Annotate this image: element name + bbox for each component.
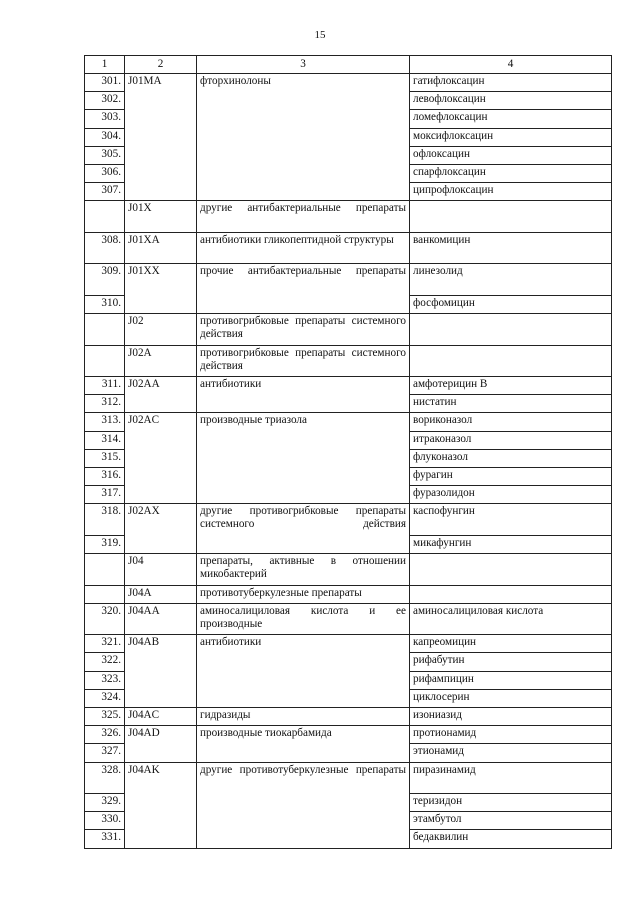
drug-name: этионамид [410, 744, 612, 762]
header-cell: 3 [197, 56, 410, 74]
drug-name: вориконазол [410, 413, 612, 431]
drug-name [410, 554, 612, 586]
row-number: 315. [85, 449, 125, 467]
table-row [85, 726, 612, 744]
row-number: 310. [85, 295, 125, 313]
row-number: 331. [85, 830, 125, 848]
atc-group: аминосалициловая кислота и ее производные [197, 603, 410, 635]
atc-code: J04AA [125, 603, 197, 635]
row-number: 304. [85, 128, 125, 146]
row-number: 306. [85, 164, 125, 182]
atc-code: J01XA [125, 232, 197, 264]
atc-code: J01MA [125, 74, 197, 201]
drug-name: флуконазол [410, 449, 612, 467]
row-number: 316. [85, 467, 125, 485]
drug-name: фуразолидон [410, 486, 612, 504]
drug-name: изониазид [410, 707, 612, 725]
row-number: 309. [85, 264, 125, 296]
row-number [85, 554, 125, 586]
row-number [85, 345, 125, 377]
drug-name: рифабутин [410, 653, 612, 671]
row-number: 318. [85, 504, 125, 536]
drug-name: каспофунгин [410, 504, 612, 536]
atc-code: J01XX [125, 264, 197, 314]
table-row [85, 504, 612, 536]
drug-name [410, 345, 612, 377]
drug-name: итраконазол [410, 431, 612, 449]
row-number: 312. [85, 395, 125, 413]
atc-code: J02 [125, 314, 197, 346]
row-number: 326. [85, 726, 125, 744]
table-row [85, 707, 612, 725]
drug-name [410, 201, 612, 233]
row-number: 308. [85, 232, 125, 264]
row-number: 324. [85, 689, 125, 707]
atc-group: фторхинолоны [197, 74, 410, 201]
atc-group: производные триазола [197, 413, 410, 504]
atc-group: другие противотуберкулезные препараты [197, 762, 410, 848]
page-number: 15 [314, 29, 326, 41]
drug-name: фосфомицин [410, 295, 612, 313]
row-number: 307. [85, 183, 125, 201]
row-number: 320. [85, 603, 125, 635]
drug-name: ломефлоксацин [410, 110, 612, 128]
row-number: 323. [85, 671, 125, 689]
row-number [85, 314, 125, 346]
drug-name: нистатин [410, 395, 612, 413]
row-number: 302. [85, 92, 125, 110]
row-number: 305. [85, 146, 125, 164]
row-number: 313. [85, 413, 125, 431]
drug-name: ванкомицин [410, 232, 612, 264]
drug-name: циклосерин [410, 689, 612, 707]
row-number: 329. [85, 794, 125, 812]
atc-code: J04AB [125, 635, 197, 708]
atc-code: J04A [125, 585, 197, 603]
drug-name: левофлоксацин [410, 92, 612, 110]
drug-name: бедаквилин [410, 830, 612, 848]
atc-code: J02AC [125, 413, 197, 504]
row-number: 303. [85, 110, 125, 128]
atc-group: противотуберкулезные препараты [197, 585, 410, 603]
table-row [85, 413, 612, 431]
atc-group: антибиотики гликопептидной структуры [197, 232, 410, 264]
atc-code: J02A [125, 345, 197, 377]
drug-name: этамбутол [410, 812, 612, 830]
drug-name: ципрофлоксацин [410, 183, 612, 201]
table-row [85, 264, 612, 296]
atc-code: J02AX [125, 504, 197, 554]
table-row [85, 201, 612, 233]
row-number: 319. [85, 535, 125, 553]
drug-name: спарфлоксацин [410, 164, 612, 182]
table-row [85, 585, 612, 603]
table-row [85, 74, 612, 92]
header-cell: 1 [85, 56, 125, 74]
drug-name: протионамид [410, 726, 612, 744]
row-number: 330. [85, 812, 125, 830]
atc-code: J04AC [125, 707, 197, 725]
drug-name: капреомицин [410, 635, 612, 653]
drug-name: аминосалициловая кислота [410, 603, 612, 635]
header-cell: 2 [125, 56, 197, 74]
atc-group: антибиотики [197, 635, 410, 708]
row-number: 321. [85, 635, 125, 653]
row-number: 311. [85, 377, 125, 395]
atc-group: производные тиокарбамида [197, 726, 410, 762]
atc-group: антибиотики [197, 377, 410, 413]
row-number: 325. [85, 707, 125, 725]
row-number: 317. [85, 486, 125, 504]
drug-name: линезолид [410, 264, 612, 296]
drug-name: микафунгин [410, 535, 612, 553]
atc-group: прочие антибактериальные препараты [197, 264, 410, 314]
atc-code: J04AD [125, 726, 197, 762]
drug-name: амфотерицин В [410, 377, 612, 395]
atc-group: противогрибковые препараты системного действия [197, 345, 410, 377]
atc-group: другие антибактериальные препараты [197, 201, 410, 233]
drug-name: пиразинамид [410, 762, 612, 794]
table-row [85, 377, 612, 395]
table-row [85, 314, 612, 346]
drug-name: гатифлоксацин [410, 74, 612, 92]
row-number [85, 201, 125, 233]
header-cell: 4 [410, 56, 612, 74]
row-number: 314. [85, 431, 125, 449]
row-number: 301. [85, 74, 125, 92]
drug-name: моксифлоксацин [410, 128, 612, 146]
atc-code: J04 [125, 554, 197, 586]
row-number: 327. [85, 744, 125, 762]
atc-code: J02AA [125, 377, 197, 413]
atc-group: препараты, активные в отношении микобактерий [197, 554, 410, 586]
atc-code: J04AK [125, 762, 197, 848]
atc-code: J01X [125, 201, 197, 233]
table-row [85, 635, 612, 653]
table-row [85, 345, 612, 377]
drug-table [84, 55, 612, 849]
drug-name: рифампицин [410, 671, 612, 689]
row-number [85, 585, 125, 603]
table-row [85, 232, 612, 264]
atc-group: другие противогрибковые препараты системного действия [197, 504, 410, 554]
drug-name: фурагин [410, 467, 612, 485]
drug-name: теризидон [410, 794, 612, 812]
row-number: 328. [85, 762, 125, 794]
table-row [85, 762, 612, 794]
row-number: 322. [85, 653, 125, 671]
drug-name [410, 314, 612, 346]
drug-name [410, 585, 612, 603]
table-row [85, 603, 612, 635]
atc-group: противогрибковые препараты системного действия [197, 314, 410, 346]
atc-group: гидразиды [197, 707, 410, 725]
table-row [85, 554, 612, 586]
drug-name: офлоксацин [410, 146, 612, 164]
table-header [85, 56, 612, 74]
